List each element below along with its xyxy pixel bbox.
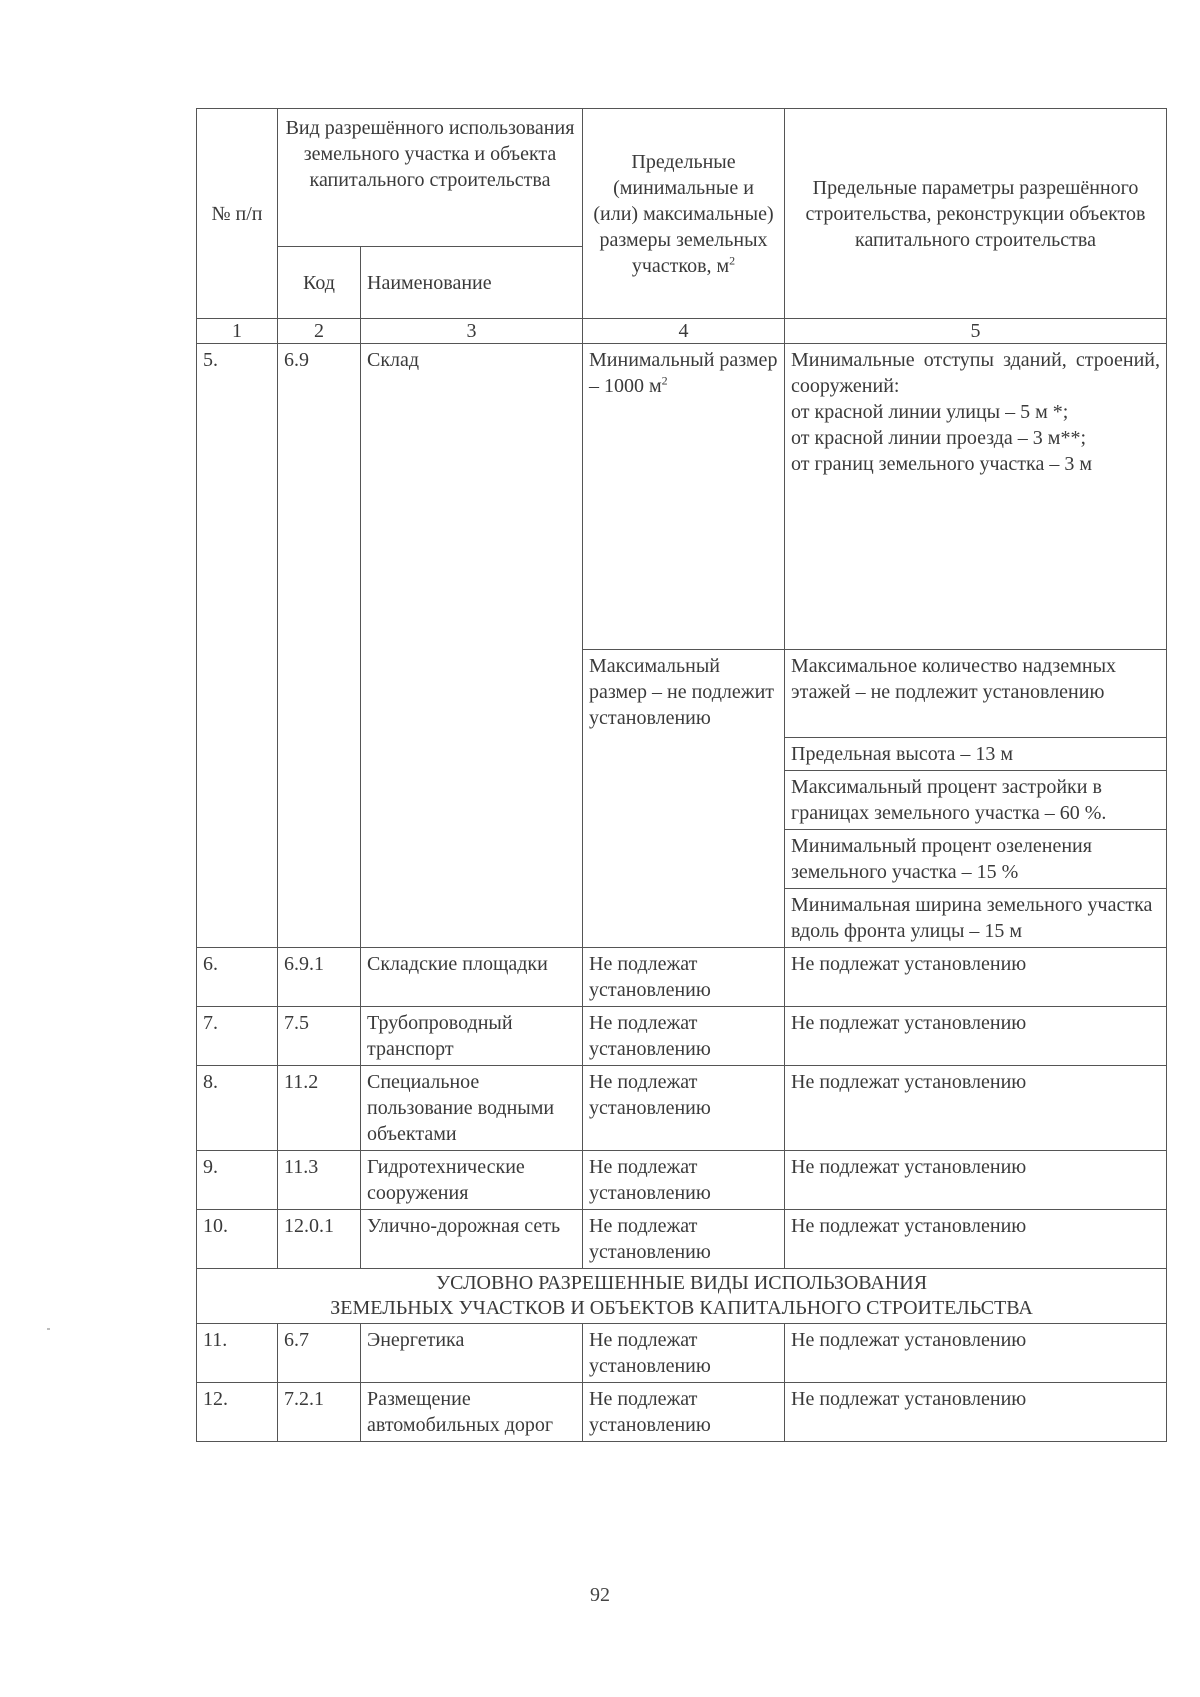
row-name: Гидротехнические сооружения — [361, 1151, 583, 1210]
row-name: Энергетика — [361, 1324, 583, 1383]
col-number: 2 — [278, 319, 361, 344]
row-number: 10. — [197, 1210, 278, 1269]
scan-speck — [47, 1328, 50, 1330]
row-min-params — [785, 344, 1167, 650]
param-line: Минимальные отступы зданий, строений, сооружений: — [791, 349, 1160, 397]
column-number-row — [197, 319, 1167, 344]
row-params: Не подлежат установлению — [785, 1007, 1167, 1066]
land-use-table — [196, 108, 1167, 1442]
row-min-size: Минимальный размер – 1000 $м^2$ — [583, 344, 785, 650]
row-number: 5. — [197, 344, 278, 948]
section-title-line: ЗЕМЕЛЬНЫХ УЧАСТКОВ И ОБЪЕКТОВ КАПИТАЛЬНОГО СТРОИТЕЛЬСТВА — [330, 1297, 1033, 1319]
row-code: 11.3 — [278, 1151, 361, 1210]
row-params: Не подлежат установлению — [785, 1151, 1167, 1210]
table-row — [197, 1066, 1167, 1151]
row-name: Специальное пользование водными объектами — [361, 1066, 583, 1151]
section-heading — [197, 1269, 1167, 1324]
row-params: Не подлежат установлению — [785, 1383, 1167, 1442]
table-row — [197, 948, 1167, 1007]
table-row — [197, 1324, 1167, 1383]
header-num: № п/п — [197, 109, 278, 319]
row-code: 7.2.1 — [278, 1383, 361, 1442]
row-size: Не подлежат установлению — [583, 1151, 785, 1210]
param-cell: Предельная высота – 13 м — [785, 738, 1167, 771]
row-params: Не подлежат установлению — [785, 1324, 1167, 1383]
row-name: Улично-дорожная сеть — [361, 1210, 583, 1269]
row-code: 6.9.1 — [278, 948, 361, 1007]
param-line: от границ земельного участка – 3 м — [791, 453, 1092, 475]
header-param: Предельные параметры разрешённого строительства, реконструкции объектов капитального строительства — [785, 109, 1167, 319]
table-row — [197, 344, 1167, 650]
table-row — [197, 1210, 1167, 1269]
row-number: 12. — [197, 1383, 278, 1442]
section-heading-row — [197, 1269, 1167, 1324]
row-size: Не подлежат установлению — [583, 1324, 785, 1383]
row-code: 11.2 — [278, 1066, 361, 1151]
row-code: 12.0.1 — [278, 1210, 361, 1269]
header-vid: Вид разрешённого использования земельного участка и объекта капитального строительства — [278, 109, 583, 247]
table-row — [197, 1007, 1167, 1066]
header-razmer: Предельные (минимальные и (или) максимальные) размеры земельных участков, $м^2$ — [583, 109, 785, 319]
row-size: Не подлежат установлению — [583, 948, 785, 1007]
row-number: 9. — [197, 1151, 278, 1210]
row-code: 6.7 — [278, 1324, 361, 1383]
row-name: Размещение автомобильных дорог — [361, 1383, 583, 1442]
param-cell: Минимальная ширина земельного участка вдоль фронта улицы – 15 м — [785, 889, 1167, 948]
row-params: Не подлежат установлению — [785, 1210, 1167, 1269]
section-title-line: УСЛОВНО РАЗРЕШЕННЫЕ ВИДЫ ИСПОЛЬЗОВАНИЯ — [435, 1272, 928, 1294]
row-size: Не подлежат установлению — [583, 1210, 785, 1269]
param-cell: Максимальное количество надземных этажей – не подлежит установлению — [785, 650, 1167, 738]
param-cell: Максимальный процент застройки в границах земельного участка – 60 %. — [785, 771, 1167, 830]
header-kod: Код — [278, 247, 361, 319]
row-number: 8. — [197, 1066, 278, 1151]
row-size: Не подлежат установлению — [583, 1383, 785, 1442]
table-row — [197, 1383, 1167, 1442]
row-params: Не подлежат установлению — [785, 948, 1167, 1007]
row-code: 7.5 — [278, 1007, 361, 1066]
table-row — [197, 1151, 1167, 1210]
col-number: 5 — [785, 319, 1167, 344]
row-size: Не подлежат установлению — [583, 1007, 785, 1066]
param-line: от красной линии проезда – 3 м**; — [791, 427, 1087, 449]
row-name: Трубопроводный транспорт — [361, 1007, 583, 1066]
row-number: 6. — [197, 948, 278, 1007]
row-params: Не подлежат установлению — [785, 1066, 1167, 1151]
param-line: от красной линии улицы – 5 м *; — [791, 401, 1069, 423]
row-name: Склад — [361, 344, 583, 948]
page-number: 92 — [590, 1584, 610, 1606]
row-code: 6.9 — [278, 344, 361, 948]
col-number: 1 — [197, 319, 278, 344]
row-size: Не подлежат установлению — [583, 1066, 785, 1151]
col-number: 4 — [583, 319, 785, 344]
row-max-size: Максимальный размер – не подлежит установлению — [583, 650, 785, 948]
row-number: 11. — [197, 1324, 278, 1383]
param-cell: Минимальный процент озеленения земельного участка – 15 % — [785, 830, 1167, 889]
row-number: 7. — [197, 1007, 278, 1066]
header-naim: Наименование — [361, 247, 583, 319]
row-name: Складские площадки — [361, 948, 583, 1007]
col-number: 3 — [361, 319, 583, 344]
